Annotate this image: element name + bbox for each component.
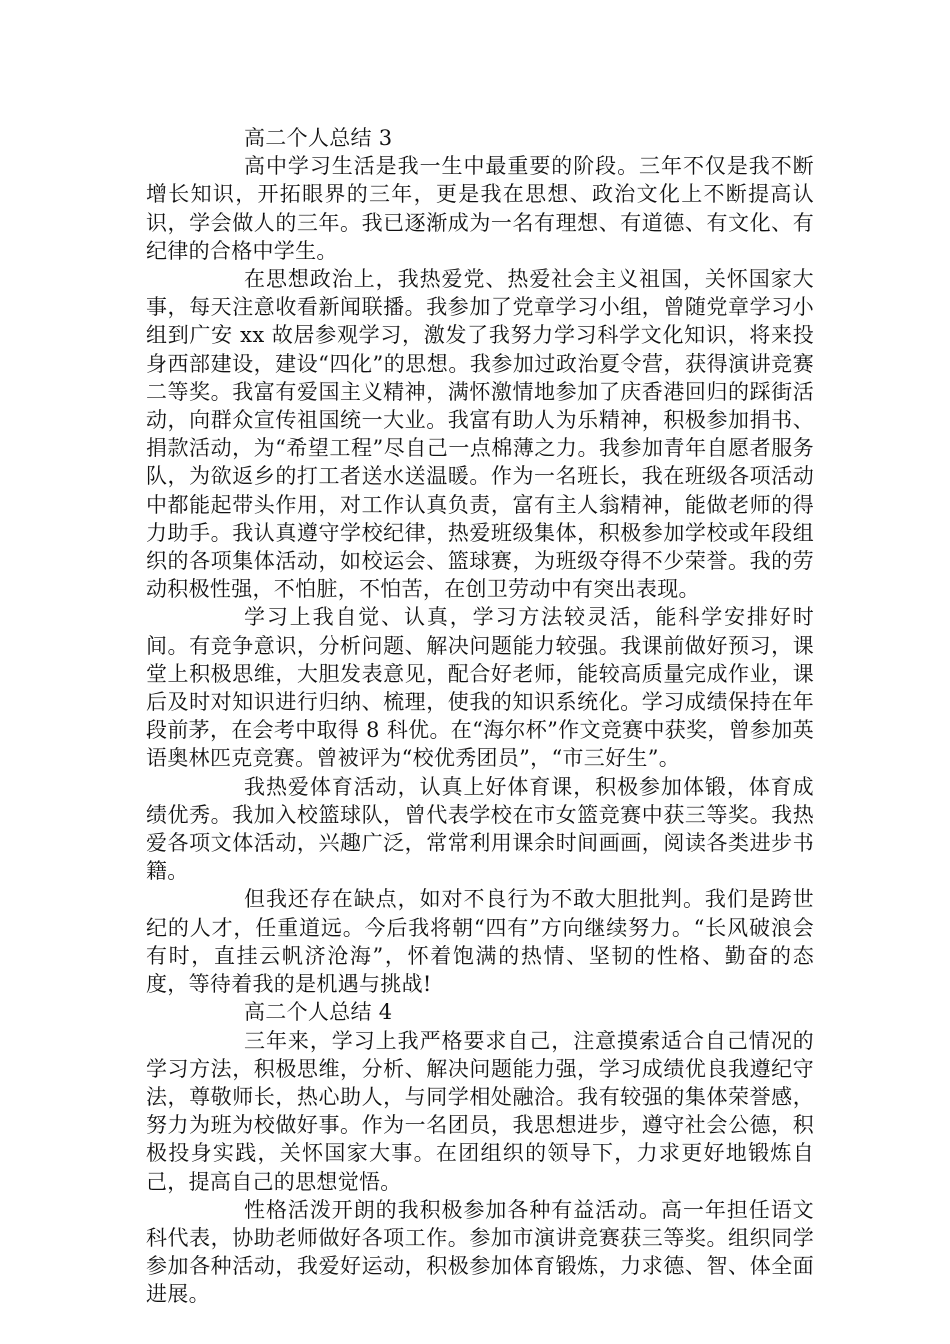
body-paragraph: 高中学习生活是我一生中最重要的阶段。三年不仅是我不断增长知识，开拓眼界的三年，更是我在思想、政治文化上不断提高认识，学会做人的三年。我已逐渐成为一名有理想、有道德、有文化、有纪律的合格中学生。 [146, 154, 814, 263]
section-title: 高二个人总结 4 [244, 1000, 393, 1025]
body-paragraph: 但我还存在缺点，如对不良行为不敢大胆批判。我们是跨世纪的人才，任重道远。今后我将朝“四有”方向继续努力。“长风破浪会有时，直挂云帆济沧海”，怀着饱满的热情、坚韧的性格、勤奋的态度，等待着我的是机遇与挑战! [146, 887, 814, 997]
body-paragraph: 性格活泼开朗的我积极参加各种有益活动。高一年担任语文科代表，协助老师做好各项工作。参加市演讲竞赛获三等奖。组织同学参加各种活动，我爱好运动，积极参加体育锻炼，力求德、智、体全面进展。 [146, 1197, 814, 1307]
body-paragraph: 三年来，学习上我严格要求自己，注意摸索适合自己情况的学习方法，积极思维，分析、解决问题能力强，学习成绩优良我遵纪守法，尊敬师长，热心助人，与同学相处融洽。我有较强的集体荣誉感，努力为班为校做好事。作为一名团员，我思想进步，遵守社会公德，积极投身实践，关怀国家大事。在团组织的领导下，力求更好地锻炼自己，提高自己的思想觉悟。 [146, 1028, 814, 1194]
document-body [146, 124, 814, 1309]
section-title: 高二个人总结 3 [244, 126, 393, 150]
body-paragraph: 我热爱体育活动，认真上好体育课，积极参加体锻，体育成绩优秀。我加入校篮球队，曾代表学校在市女篮竞赛中获三等奖。我热爱各项文体活动，兴趣广泛，常常利用课余时间画画，阅读各类进步书籍。 [146, 774, 814, 884]
body-paragraph: 学习上我自觉、认真，学习方法较灵活，能科学安排好时间。有竞争意识，分析问题、解决问题能力较强。我课前做好预习，课堂上积极思维，大胆发表意见，配合好老师，能较高质量完成作业，课后及时对知识进行归纳、梳理，使我的知识系统化。学习成绩保持在年段前茅，在会考中取得 8 科优。在“海尔杯”作文竞赛中获奖，曾参加英语奥林匹克竞赛。曾被评为“校优秀团员”，“市三好生”。 [146, 605, 814, 771]
body-paragraph: 在思想政治上，我热爱党、热爱社会主义祖国，关怀国家大事，每天注意收看新闻联播。我参加了党章学习小组，曾随党章学习小组到广安 xx 故居参观学习，激发了我努力学习科学文化知识，将来投身西部建设，建设“四化”的思想。我参加过政治夏令营，获得演讲竞赛二等奖。我富有爱国主义精神，满怀激情地参加了庆香港回归的踩街活动，向群众宣传祖国统一大业。我富有助人为乐精神，积极参加捐书、捐款活动，为“希望工程”尽自己一点棉薄之力。我参加青年自愿者服务队，为欲返乡的打工者送水送温暖。作为一名班长，我在班级各项活动中都能起带头作用，对工作认真负责，富有主人翁精神，能做老师的得力助手。我认真遵守学校纪律，热爱班级集体，积极参加学校或年段组织的各项集体活动，如校运会、篮球赛，为班级夺得不少荣誉。我的劳动积极性强，不怕脏，不怕苦，在创卫劳动中有突出表现。 [146, 267, 814, 602]
